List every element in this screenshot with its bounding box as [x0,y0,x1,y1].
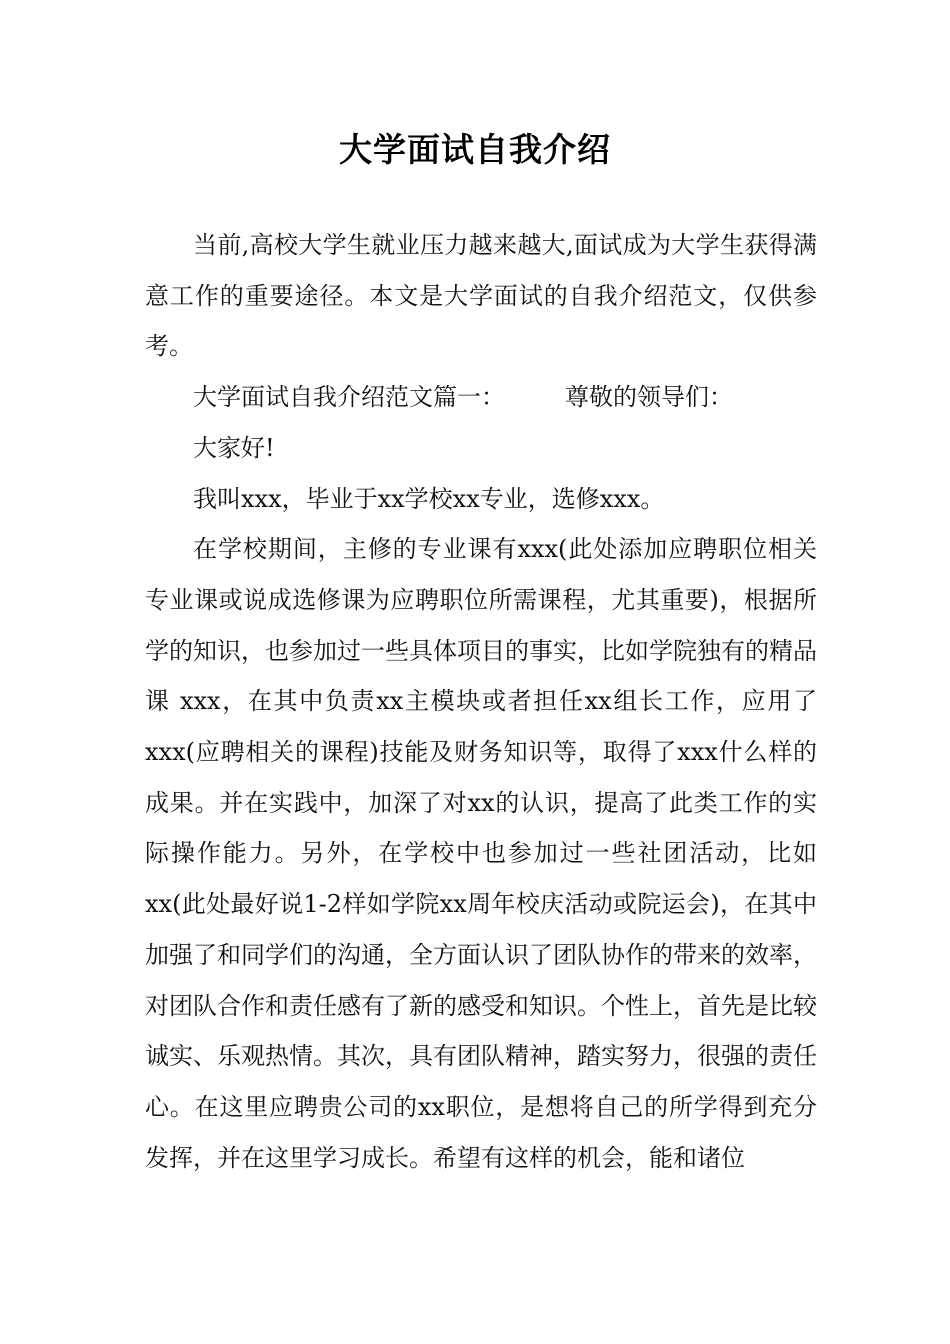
greeting-paragraph: 大家好! [193,433,275,462]
body-paragraph: 在学校期间，主修的专业课有xxx(此处添加应聘职位相关专业课或说成选修课为应聘职位所需课程，尤其重要)，根据所学的知识，也参加过一些具体项目的事实，比如学院独有的精品课 xxx，在其中负责xx主模块或者担任xx组长工作，应用了xxx(应聘相关的课程)技能及财务知识等，取得了xxx什么样的成果。并在实践中，加深了对xx的认识，提高了此类工作的实际操作能力。另外，在学校中也参加过一些社团活动，比如xx(此处最好说1-2样如学院xx周年校庆活动或院运会)，在其中加强了和同学们的沟通，全方面认识了团队协作的带来的效率，对团队合作和责任感有了新的感受和知识。个性上，首先是比较诚实、乐观热情。其次，具有团队精神，踏实努力，很强的责任心。在这里应聘贵公司的xx职位，是想将自己的所学得到充分发挥，并在这里学习成长。希望有这样的机会，能和诸位 [145,535,817,1172]
document-body [145,220,817,1183]
sample-heading-line [145,372,817,423]
document-title: 大学面试自我介绍 [339,130,611,169]
name-paragraph: 我叫xxx，毕业于xx学校xx专业，选修xxx。 [193,484,665,513]
salutation: 尊敬的领导们： [565,383,733,412]
intro-paragraph: 当前,高校大学生就业压力越来越大,面试成为大学生获得满意工作的重要途径。本文是大学面试的自我介绍范文，仅供参考。 [145,231,817,361]
sample-heading: 大学面试自我介绍范文篇一： [193,383,505,412]
